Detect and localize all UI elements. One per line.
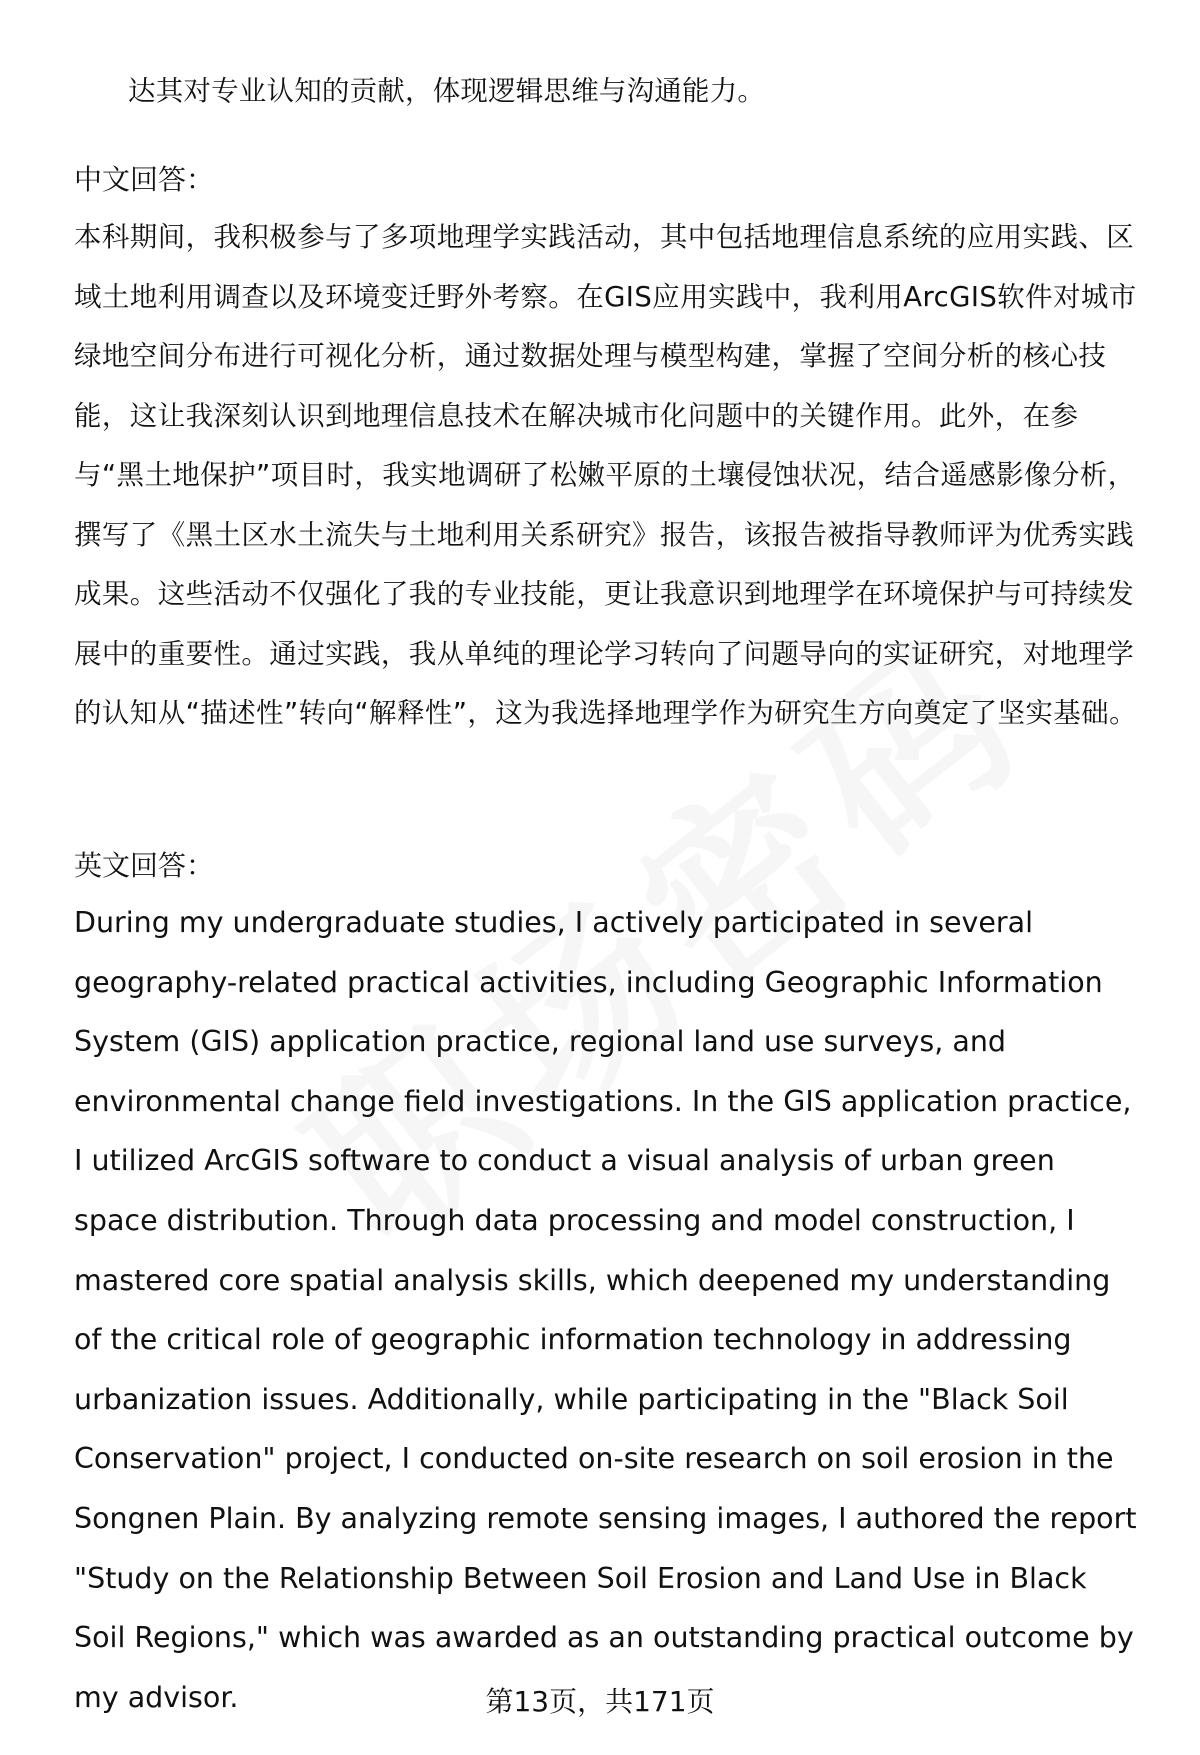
chinese-answer-heading: 中文回答：: [74, 163, 215, 196]
chinese-answer-body: 本科期间，我积极参与了多项地理学实践活动，其中包括地理信息系统的应用实践、区域土地利用调查以及环境变迁野外考察。在GIS应用实践中，我利用ArcGIS软件对城市绿地空间分布进行可视化分析，通过数据处理与模型构建，掌握了空间分析的核心技能，这让我深刻认识到地理信息技术在解决城市化问题中的关键作用。此外，在参与“黑土地保护”项目时，我实地调研了松嫩平原的土壤侵蚀状况，结合遥感影像分析，撰写了《黑土区水土流失与土地利用关系研究》报告，该报告被指导教师评为优秀实践成果。这些活动不仅强化了我的专业技能，更让我意识到地理学在环境保护与可持续发展中的重要性。通过实践，我从单纯的理论学习转向了问题导向的实证研究，对地理学的认知从“描述性”转向“解释性”，这为我选择地理学作为研究生方向奠定了坚实基础。: [74, 221, 1137, 729]
english-answer-heading: 英文回答：: [74, 849, 215, 882]
english-answer-body: During my undergraduate studies, I actively participated in several geography-related practical activities, including Geographic Information System (GIS) application practice, regional land use surveys, and environmental change field investigations. In the GIS application practice, I utilized ArcGIS software to conduct a visual analysis of urban green space distribution. Through data processing and model construction, I mastered core spatial analysis skills, which deepened my understanding of the critical role of geographic information technology in addressing urbanization issues. Additionally, while participating in the "Black Soil Conservation" project, I conducted on-site research on soil erosion in the Songnen Plain. By analyzing remote sensing images, I authored the report "Study on the Relationship Between Soil Erosion and Land Use in Black Soil Regions," which was awarded as an outstanding practical outcome by my advisor.: [74, 906, 1137, 1714]
intro-line: 达其对专业认知的贡献，体现逻辑思维与沟通能力。: [128, 75, 766, 107]
page-number-footer: 第13页，共171页: [485, 1685, 715, 1718]
